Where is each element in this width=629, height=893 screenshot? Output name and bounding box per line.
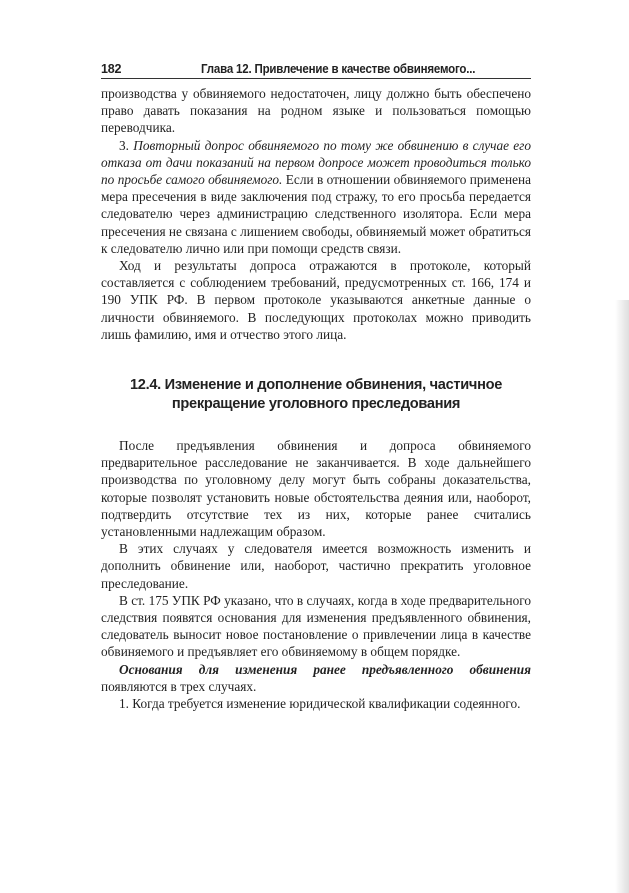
paragraph-protocol: Ход и результаты допроса отражаются в протоколе, который составляется с соблюдением требований, предусмотренных ст. 166, 174 и 190 УПК РФ. В первом протоколе указываются анкетные данные о личности обвиняемого. В последующих протоколах можно приводить лишь фамилию, имя и отчество этого лица. — [101, 258, 531, 342]
italic-rule-text: Повторный допрос обвиняемого по тому же обвинению в случае его отказа от дачи показаний на первом допросе может проводиться только по просьбе самого обвиняемого. — [101, 137, 532, 188]
section-heading-line-2: прекращение уголовного преследования — [171, 396, 461, 413]
paragraph-repeat-interrogation — [101, 137, 531, 257]
paragraph-article-175: В ст. 175 УПК РФ указано, что в случаях, когда в ходе предварительного следствия появятся основания для изменения предъявленного обвинения, следователь выносит новое постановление о привлечении лица в качестве обвиняемого и предъявляет его обвиняемому в общем порядке. — [101, 592, 531, 660]
paragraph-continuation: производства у обвиняемого недостаточен, лицу должно быть обеспечено право давать показания на родном языке и пользоваться помощью переводчика. — [101, 86, 531, 136]
bold-italic-term: Основания для изменения ранее предъявленного обвинения — [119, 661, 531, 677]
section-heading-line-1: 12.4. Изменение и дополнение обвинения, частичное — [129, 377, 503, 394]
paragraph-number: 3. — [119, 137, 129, 153]
paragraph-rest: появляются в трех случаях. — [101, 678, 257, 694]
paragraph-case-1: 1. Когда требуется изменение юридической квалификации содеянного. — [119, 696, 521, 712]
section-heading — [101, 376, 531, 414]
paragraph-rest: Если в отношении обвиняемого применена мера пресечения в виде заключения под стражу, то его просьба передается следователю через администрацию следственного изолятора. Если мера пресечения не связана с лишением свободы, обвиняемый может обратиться к следователю лично или при помощи средств связи. — [101, 172, 531, 256]
running-header — [101, 52, 531, 79]
book-page — [101, 52, 531, 712]
chapter-title: Глава 12. Привлечение в качестве обвиняемого... — [201, 62, 476, 76]
paragraph-grounds — [101, 661, 531, 695]
page-edge-shadow — [615, 300, 629, 893]
page-number: 182 — [101, 62, 122, 76]
paragraph-investigator-options: В этих случаях у следователя имеется возможность изменить и дополнить обвинение или, наоборот, частично прекратить уголовное преследование. — [101, 541, 531, 591]
paragraph-after-charge: После предъявления обвинения и допроса обвиняемого предварительное расследование не заканчивается. В ходе дальнейшего производства по уголовному делу могут быть собраны доказательства, которые позволят установить новые обстоятельства деяния или, наоборот, подтвердить отсутствие тех из них, которые ранее считались установленными надлежащим образом. — [101, 438, 531, 540]
